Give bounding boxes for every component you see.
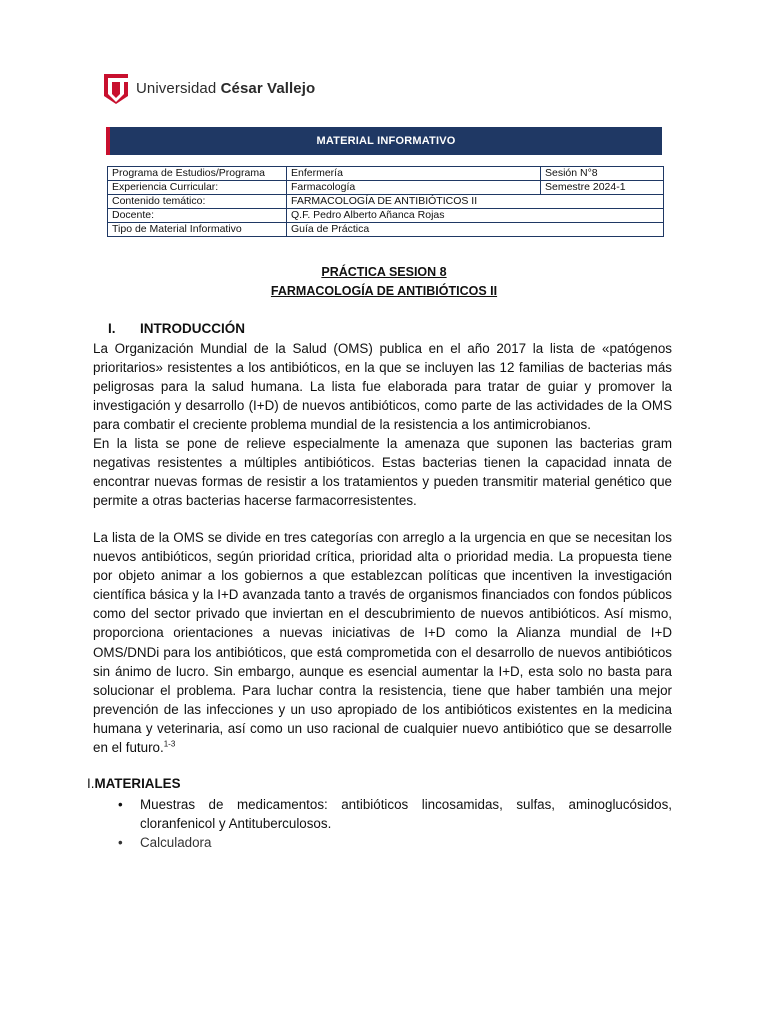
table-row xyxy=(108,181,664,195)
section-number: I. xyxy=(108,321,116,336)
table-cell-label: Programa de Estudios/Programa xyxy=(108,167,287,181)
table-cell-value: Farmacología xyxy=(287,181,541,195)
section-number: I. xyxy=(87,776,95,791)
university-logo xyxy=(104,72,315,104)
ucv-emblem-icon xyxy=(104,72,128,104)
table-cell-label: Contenido temático: xyxy=(108,195,287,209)
paragraph: La Organización Mundial de la Salud (OMS) publica en el año 2017 la lista de «patógenos prioritarios» resistentes a los antibióticos, en la que se incluyen las 12 familias de bacterias más peligrosas para la salud humana. La lista fue elaborada para tratar de guiar y promover la investigación y desarrollo (I+D) de nuevos antibióticos, como parte de las actividades de la OMS para combatir el creciente problema mundial de la resistencia a los antimicrobianos. xyxy=(93,341,672,433)
paragraph xyxy=(93,528,672,757)
table-row xyxy=(108,167,664,181)
practice-title: PRÁCTICA SESION 8 xyxy=(321,265,447,279)
section-heading-materials xyxy=(87,776,181,791)
table-cell-value: Enfermería xyxy=(287,167,541,181)
banner-title: MATERIAL INFORMATIVO xyxy=(316,135,456,147)
table-cell-value: FARMACOLOGÍA DE ANTIBIÓTICOS II xyxy=(287,195,664,209)
table-cell-extra: Sesión N°8 xyxy=(541,167,664,181)
paragraph-text: La lista de la OMS se divide en tres categorías con arreglo a la urgencia en que se necesitan los nuevos antibióticos, según prioridad crítica, prioridad alta o prioridad media. La propuesta tiene por objeto animar a los gobiernos a que establezcan políticas que incentiven la investigación científica básica y la I+D avanzada tanto a través de organismos financiados con fondos públicos como del sector privado que inviertan en el descubrimiento de nuevos antibióticos. Así mismo, proporciona orientaciones a nuevas iniciativas de I+D como la Alianza mundial de I+D OMS/DNDi para los antibióticos, que está comprometida con el desarrollo de nuevos antibióticos sin ánimo de lucro. Sin embargo, aunque es esencial aumentar la I+D, esta solo no basta para solucionar el problema. Para luchar contra la resistencia, tiene que haber también una mejor prevención de las infecciones y un uso apropiado de los antibióticos existentes en la medicina humana y veterinaria, así como un uso racional de cualquier nuevo antibiótico que se desarrolle en el futuro. xyxy=(93,530,672,756)
section-heading-introduction xyxy=(108,321,245,336)
section-heading-text: MATERIALES xyxy=(94,776,181,791)
material-banner xyxy=(106,127,662,155)
table-cell-value: Q.F. Pedro Alberto Añanca Rojas xyxy=(287,209,664,223)
reference-superscript: 1-3 xyxy=(163,739,176,749)
list-item-text: Muestras de medicamentos: antibióticos lincosamidas, sulfas, aminoglucósidos, cloranfenicol y Antituberculosos. xyxy=(140,797,672,832)
topic-title: FARMACOLOGÍA DE ANTIBIÓTICOS II xyxy=(270,284,498,298)
list-item-text: Calculadora xyxy=(140,835,212,851)
table-cell-label: Experiencia Curricular: xyxy=(108,181,287,195)
bullet-icon: • xyxy=(118,835,123,851)
list-item xyxy=(118,795,672,833)
bullet-icon: • xyxy=(118,797,123,812)
course-info-table xyxy=(107,166,664,237)
table-cell-label: Docente: xyxy=(108,209,287,223)
materials-list xyxy=(118,795,672,852)
table-cell-label: Tipo de Material Informativo xyxy=(108,223,287,237)
table-row xyxy=(108,209,664,223)
paragraph: En la lista se pone de relieve especialmente la amenaza que suponen las bacterias gram negativas resistentes a múltiples antibióticos. Estas bacterias tienen la capacidad innata de encontrar nuevas formas de resistir a los tratamientos y pueden transmitir material genético que permite a otras bacterias hacerse farmacorresistentes. xyxy=(93,436,672,509)
table-cell-value: Guía de Práctica xyxy=(287,223,664,237)
list-item xyxy=(118,833,672,852)
table-cell-extra: Semestre 2024-1 xyxy=(541,181,664,195)
university-name: Universidad César Vallejo xyxy=(136,79,316,97)
section-heading-text: INTRODUCCIÓN xyxy=(140,321,245,336)
table-row xyxy=(108,195,664,209)
table-row xyxy=(108,223,664,237)
